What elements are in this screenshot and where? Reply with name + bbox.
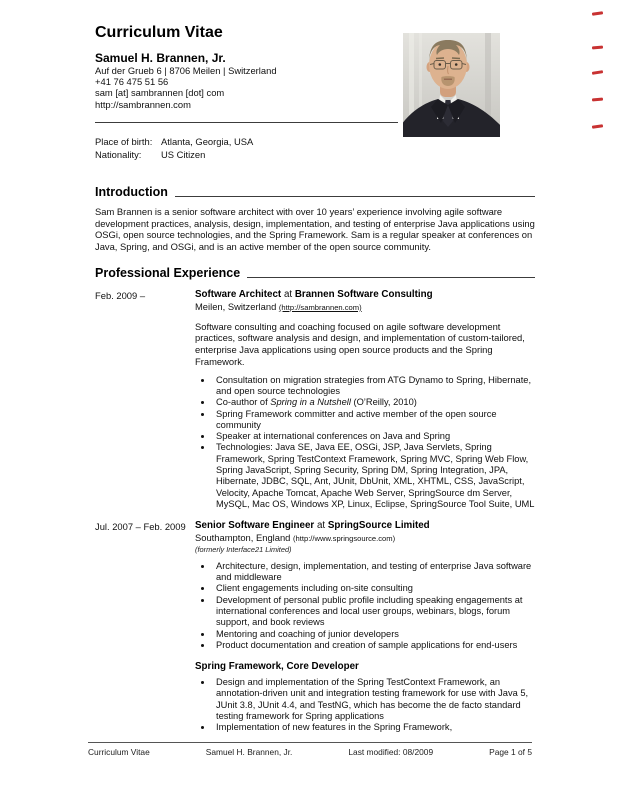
section-professional-experience-title: Professional Experience	[95, 266, 241, 280]
review-mark	[592, 70, 603, 75]
nationality-label: Nationality:	[95, 148, 142, 160]
job-bullet-list	[195, 375, 535, 511]
job-summary: Software consulting and coaching focused on agile software development practices, software analysis and design, and implementation of custom-tailored, enterprise Java applications using open source products and the Spring Framework.	[195, 320, 525, 367]
birth-label: Place of birth:	[95, 135, 153, 147]
personal-details	[95, 135, 535, 161]
section-introduction	[95, 185, 535, 199]
job-bullet-list	[195, 561, 535, 651]
job-company: SpringSource Limited	[327, 520, 430, 532]
job-bullet: • Architecture, design, implementation, and testing of enterprise Java software and middleware	[213, 561, 535, 584]
footer-name: Samuel H. Brannen, Jr.	[205, 747, 293, 757]
job-role: Software Architect	[195, 289, 282, 300]
job-location: Southampton, England	[195, 532, 291, 544]
job-at-word: at	[283, 289, 293, 300]
book-title: Spring in a Nutshell	[270, 397, 351, 408]
job-bullet-technologies: • Technologies: Java SE, Java EE, OSGi, JSP, Java Servlets, Spring Framework, Spring TestContext Framework, Spring MVC, Spring Web Flow, Spring JavaScript, Spring Security, Spring DM, Spring Integration, JPA, Hibernate, JDBC, SQL, Ant, JUnit, DbUnit, XML, XHTML, CSS, JavaScript, Velocity, Apache Tomcat, Apache Web Server, SpringSource dm Server, MySQL, Mac OS, Windows XP, Linux, Eclipse, SpringSource Tool Suite, UML	[213, 442, 535, 510]
address-line: Auf der Grueb 6 | 8706 Meilen | Switzerland	[95, 65, 277, 76]
job-bullet: • Spring Framework committer and active member of the open source community	[213, 409, 535, 432]
job-bullet: • Client engagements including on-site consulting	[213, 583, 535, 594]
job-subsection-title: Spring Framework, Core Developer	[195, 661, 359, 673]
job-period: Jul. 2007 – Feb. 2009	[95, 521, 186, 533]
nationality-value: US Citizen	[161, 148, 206, 160]
birth-value: Atlanta, Georgia, USA	[161, 135, 254, 147]
section-professional-experience	[95, 266, 535, 280]
job-company: Brannen Software Consulting	[294, 289, 433, 300]
job-subsection-bullet-list	[195, 677, 535, 733]
intro-paragraph: Sam Brannen is a senior software architect with over 10 years’ experience involving agile software development practices, analysis, design, implementation, and testing of enterprise Java applications using OSGi, open source technologies, and the Spring Framework. Sam is a regular speaker at conferences on Java, Spring, and OSGi, and is an active member of the open source community.	[95, 205, 535, 253]
review-mark	[592, 46, 603, 50]
job-location-line	[195, 532, 535, 545]
job-at-word: at	[316, 520, 326, 532]
job-bullet: • Product documentation and creation of sample applications for end-users	[213, 640, 535, 651]
job-title	[195, 520, 535, 532]
phone-line: +41 76 475 51 56	[95, 76, 169, 88]
page-title: Curriculum Vitae	[95, 24, 223, 41]
experience-list	[95, 289, 535, 734]
job-bullet: • Mentoring and coaching of junior developers	[213, 629, 535, 640]
job-company-link[interactable]: (http://www.springsource.com)	[293, 534, 396, 544]
job-formerly-note: (formerly Interface21 Limited)	[195, 544, 292, 554]
job-bullet: • Development of personal public profile including speaking engagements at international conferences and local user groups, webinars, blogs, forum support, and book reviews	[213, 595, 535, 629]
job-bullet: • Co-author of Spring in a Nutshell (O’Reilly, 2010)	[213, 397, 535, 408]
header-divider	[95, 122, 398, 123]
job-entry-brannen-software-consulting	[95, 289, 535, 510]
job-entry-springsource-limited	[95, 520, 535, 733]
job-location-line	[195, 301, 535, 314]
job-location: Meilen, Switzerland	[195, 301, 277, 312]
review-mark	[592, 98, 603, 102]
job-body	[195, 520, 535, 733]
job-bullet: • Implementation of new features in the Spring Framework,	[213, 722, 535, 733]
review-mark	[592, 124, 603, 129]
review-mark	[592, 11, 603, 16]
section-rule	[247, 277, 535, 278]
footer-last-modified: Last modified: 08/2009	[348, 747, 434, 757]
job-bullet: • Design and implementation of the Spring TestContext Framework, an annotation-driven unit and integration testing framework for use with Java 5, JUnit 3.8, JUnit 4.4, and TestNG, which has become the de facto standard testing framework for Spring applications	[213, 677, 535, 722]
section-rule	[175, 196, 535, 197]
job-role: Senior Software Engineer	[195, 520, 315, 532]
job-period: Feb. 2009 –	[95, 290, 146, 301]
job-body	[195, 289, 535, 510]
job-bullet: • Consultation on migration strategies from ATG Dynamo to Spring, Hibernate, and open source technologies	[213, 375, 535, 398]
person-name: Samuel H. Brannen, Jr.	[95, 51, 226, 65]
portrait-photo	[403, 33, 500, 137]
email-line: sam [at] sambrannen [dot] com	[95, 87, 225, 99]
footer-page-number: Page 1 of 5	[489, 747, 532, 757]
page-footer	[88, 742, 532, 757]
job-company-link[interactable]: (http://sambrannen.com)	[278, 303, 362, 312]
job-title	[195, 289, 535, 301]
website-line: http://sambrannen.com	[95, 98, 191, 110]
section-introduction-title: Introduction	[95, 184, 168, 199]
job-bullet: • Speaker at international conferences on Java and Spring	[213, 431, 535, 442]
footer-doc-title: Curriculum Vitae	[88, 747, 150, 757]
